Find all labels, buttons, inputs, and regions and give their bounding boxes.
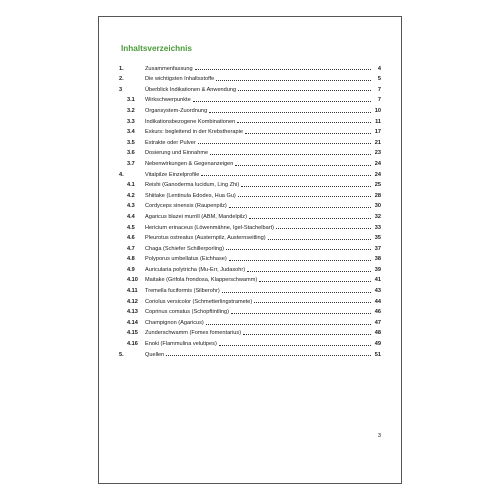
toc-entry-number: 4.11 <box>127 288 138 295</box>
toc-entry-page: 33 <box>374 224 381 231</box>
toc-entry-number: 3.2 <box>127 107 135 114</box>
toc-leader-dots <box>219 340 371 346</box>
toc-leader-dots <box>229 202 371 208</box>
toc-leader-dots <box>206 319 371 325</box>
toc-entry-page: 30 <box>374 203 381 210</box>
toc-entry[interactable] <box>119 209 381 220</box>
toc-entry-number: 3.3 <box>127 118 135 125</box>
toc-entry[interactable] <box>119 114 381 125</box>
toc-entry-title: Cordyceps sinensis (Raupenpilz) <box>145 203 227 210</box>
toc-entry-title: Maitake (Grifola frondosa, Klapperschwamm) <box>145 277 258 284</box>
toc-entry[interactable] <box>119 146 381 157</box>
toc-leader-dots <box>193 96 371 102</box>
toc-leader-dots <box>231 308 371 314</box>
toc-entry-page: 35 <box>374 235 381 242</box>
toc-entry-page: 41 <box>374 277 381 284</box>
toc-entry-number: 4.12 <box>127 298 138 305</box>
toc-leader-dots <box>237 117 371 123</box>
toc-entry-title: Exkurs: begleitend in der Krebstherapie <box>145 129 243 136</box>
toc-leader-dots <box>216 75 371 81</box>
toc-entry-number: 4.1 <box>127 182 135 189</box>
toc-entry[interactable] <box>119 167 381 178</box>
toc-entry-title: Extrakte oder Pulver <box>145 139 196 146</box>
toc-entry-page: 23 <box>374 150 381 157</box>
toc-entry-title: Hericium erinaceus (Löwenmähne, Igel-Stachelbart) <box>145 224 275 231</box>
toc-leader-dots <box>198 138 371 144</box>
toc-entry-title: Zunderschwamm (Fomes fomentarius) <box>145 330 242 337</box>
toc-entry-page: 39 <box>374 266 381 273</box>
toc-entry[interactable] <box>119 326 381 337</box>
toc-entry-page: 21 <box>374 139 381 146</box>
toc-entry-page: 10 <box>374 107 381 114</box>
toc-entry-page: 44 <box>374 298 381 305</box>
toc-entry[interactable] <box>119 252 381 263</box>
toc-entry[interactable] <box>119 188 381 199</box>
toc-leader-dots <box>201 170 371 176</box>
toc-entry-title: Reishi (Ganoderma lucidum, Ling Zhi) <box>145 182 240 189</box>
toc-leader-dots <box>222 287 371 293</box>
toc-entry-number: 3.7 <box>127 160 135 167</box>
toc-entry-title: Wirkschwerpunkte <box>145 97 191 104</box>
toc-entry-number: 3.4 <box>127 129 135 136</box>
toc-entry-number: 4.10 <box>127 277 138 284</box>
toc-entry-title: Coriolus versicolor (Schmetterlingstramete) <box>145 298 253 305</box>
toc-entry-title: Shiitake (Lentinula Edodes, Hua Gu) <box>145 192 236 199</box>
toc-entry-number: 4.2 <box>127 192 135 199</box>
toc-entry-title: Coprinus comatus (Schopftintling) <box>145 309 229 316</box>
toc-entry-title: Organsystem-Zuordnung <box>145 107 208 114</box>
toc-entry[interactable] <box>119 273 381 284</box>
toc-leader-dots <box>195 64 371 70</box>
toc-leader-dots <box>166 350 371 356</box>
toc-entry[interactable] <box>119 125 381 136</box>
toc-heading: Inhaltsverzeichnis <box>121 44 192 53</box>
toc-leader-dots <box>245 128 371 134</box>
toc-entry-title: Pleurotus ostreatus (Austernpilz, Austernseitling) <box>145 235 266 242</box>
toc-entry[interactable] <box>119 262 381 273</box>
toc-entry-number: 4.13 <box>127 309 138 316</box>
toc-leader-dots <box>238 191 371 197</box>
toc-entry-page: 11 <box>375 118 381 125</box>
toc-entry[interactable] <box>119 347 381 358</box>
toc-entry-page: 32 <box>374 213 381 220</box>
toc-entry-page: 48 <box>374 330 381 337</box>
toc-leader-dots <box>247 266 371 272</box>
toc-entry[interactable] <box>119 72 381 83</box>
toc-entry-page: 51 <box>374 351 381 358</box>
toc-entry-number: 4.4 <box>127 213 135 220</box>
toc-entry-title: Nebenwirkungen & Gegenanzeigen <box>145 160 234 167</box>
toc-entry-title: Vitalpilze Einzelprofile <box>145 171 200 178</box>
toc-entry-number: 4.6 <box>127 235 135 242</box>
toc-entry-page: 46 <box>374 309 381 316</box>
toc-leader-dots <box>243 329 371 335</box>
toc-leader-dots <box>238 85 371 91</box>
toc-entry-page: 37 <box>374 245 381 252</box>
toc-entry[interactable] <box>119 199 381 210</box>
toc-leader-dots <box>254 297 371 303</box>
toc-leader-dots <box>249 213 371 219</box>
toc-leader-dots <box>209 107 371 113</box>
toc-leader-dots <box>226 244 371 250</box>
toc-entry-number: 4.3 <box>127 203 135 210</box>
toc-entry-title: Polyporus umbellatus (Eichhase) <box>145 256 227 263</box>
document-page <box>98 16 402 484</box>
toc-entry-number: 4. <box>119 171 124 178</box>
toc-leader-dots <box>229 255 371 261</box>
toc-entry[interactable] <box>119 294 381 305</box>
toc-entry-title: Auricularia polytricha (Mu-Err, Judasohr) <box>145 266 246 273</box>
toc-entry-page: 43 <box>374 288 381 295</box>
toc-entry-title: Überblick Indikationen & Anwendung <box>145 86 237 93</box>
toc-entry-number: 4.16 <box>127 341 138 348</box>
toc-entry-page: 24 <box>374 160 381 167</box>
toc-entry-page: 28 <box>374 192 381 199</box>
toc-entry-number: 1. <box>119 65 124 72</box>
toc-entry[interactable] <box>119 135 381 146</box>
toc-entry-number: 3 <box>119 86 123 93</box>
toc-entry-title: Tremella fuciformis (Silberohr) <box>145 288 220 295</box>
toc-entry-page: 4 <box>377 65 381 72</box>
toc-entry-title: Quellen <box>145 351 165 358</box>
toc-entry-page: 24 <box>374 171 381 178</box>
toc-entry-number: 4.7 <box>127 245 135 252</box>
toc-entry-number: 4.15 <box>127 330 138 337</box>
toc-entry-number: 3.5 <box>127 139 135 146</box>
toc-leader-dots <box>241 181 371 187</box>
toc-entry-title: Dosierung und Einnahme <box>145 150 209 157</box>
toc-entry-page: 25 <box>374 182 381 189</box>
table-of-contents <box>119 61 381 358</box>
toc-entry-number: 2. <box>119 76 124 83</box>
toc-entry[interactable] <box>119 315 381 326</box>
toc-entry-number: 3.1 <box>127 97 135 104</box>
toc-entry-number: 4.9 <box>127 266 135 273</box>
toc-entry-page: 49 <box>374 341 381 348</box>
toc-entry-title: Champignon (Agaricus) <box>145 319 204 326</box>
toc-entry-page: 17 <box>374 129 381 136</box>
toc-entry[interactable] <box>119 305 381 316</box>
toc-entry[interactable] <box>119 283 381 294</box>
toc-entry-title: Indikationsbezogene Kombinationen <box>145 118 236 125</box>
toc-leader-dots <box>259 276 371 282</box>
toc-leader-dots <box>276 223 371 229</box>
toc-entry-number: 4.14 <box>127 319 138 326</box>
toc-entry[interactable] <box>119 93 381 104</box>
toc-leader-dots <box>235 160 371 166</box>
toc-entry[interactable] <box>119 241 381 252</box>
toc-entry[interactable] <box>119 178 381 189</box>
toc-entry-title: Zusammenfassung <box>145 65 193 72</box>
toc-entry[interactable] <box>119 103 381 114</box>
toc-entry[interactable] <box>119 82 381 93</box>
toc-entry-page: 5 <box>377 76 381 83</box>
toc-entry-title: Agaricus blazei murrill (ABM, Mandelpilz) <box>145 213 247 220</box>
toc-entry-title: Enoki (Flammulina velutipes) <box>145 341 217 348</box>
toc-entry[interactable] <box>119 61 381 72</box>
toc-entry-title: Die wichtigsten Inhaltsstoffe <box>145 76 215 83</box>
toc-leader-dots <box>268 234 371 240</box>
toc-entry-page: 38 <box>374 256 381 263</box>
toc-entry[interactable] <box>119 156 381 167</box>
toc-entry-number: 3.6 <box>127 150 135 157</box>
toc-entry[interactable] <box>119 336 381 347</box>
toc-entry-number: 5. <box>119 351 124 358</box>
toc-entry[interactable] <box>119 231 381 242</box>
toc-entry-number: 4.8 <box>127 256 135 263</box>
toc-entry-title: Chaga (Schiefer Schillerporling) <box>145 245 224 252</box>
toc-entry-page: 7 <box>377 86 381 93</box>
toc-entry-number: 4.5 <box>127 224 135 231</box>
toc-entry[interactable] <box>119 220 381 231</box>
page-number: 3 <box>377 433 381 439</box>
toc-entry-page: 7 <box>377 97 381 104</box>
toc-leader-dots <box>210 149 371 155</box>
toc-entry-page: 47 <box>374 319 381 326</box>
